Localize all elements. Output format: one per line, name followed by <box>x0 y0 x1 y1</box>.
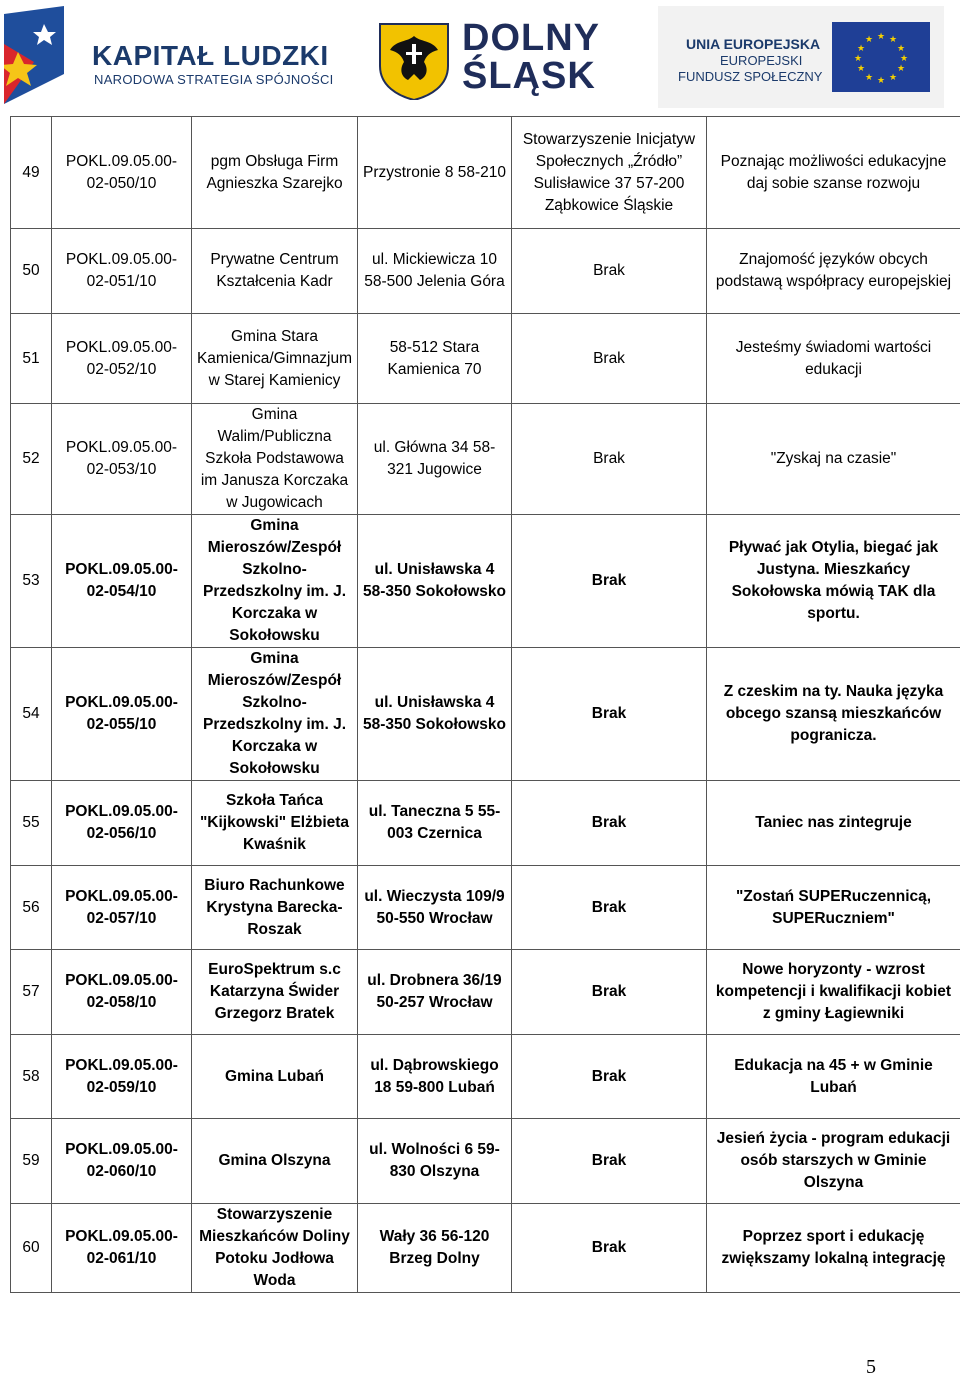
partner-cell: Brak <box>512 648 707 781</box>
kapital-ludzki-title: KAPITAŁ LUDZKI <box>92 40 329 71</box>
row-number-cell: 56 <box>11 866 52 950</box>
project-code-cell: POKL.09.05.00-02-052/10 <box>52 314 192 404</box>
table-row <box>11 229 960 314</box>
partner-cell: Brak <box>512 1204 707 1293</box>
table-row <box>11 1204 960 1293</box>
svg-text:★: ★ <box>876 76 886 86</box>
table-row <box>11 648 960 781</box>
row-number-cell: 54 <box>11 648 52 781</box>
beneficiary-cell: Stowarzyszenie Mieszkańców Doliny Potoku Jodłowa Woda <box>192 1204 358 1293</box>
beneficiary-cell: Gmina Olszyna <box>192 1119 358 1204</box>
svg-text:★: ★ <box>856 64 866 74</box>
eu-efs-logo <box>658 6 944 108</box>
beneficiary-cell: Biuro Rachunkowe Krystyna Barecka-Roszak <box>192 866 358 950</box>
address-cell: Wały 36 56-120 Brzeg Dolny <box>358 1204 512 1293</box>
eu-line-1: UNIA EUROPEJSKA <box>686 36 821 52</box>
partner-cell: Brak <box>512 515 707 648</box>
address-cell: ul. Unisławska 4 58-350 Sokołowsko <box>358 648 512 781</box>
slask-text: ŚLĄSK <box>462 55 596 97</box>
svg-text:★: ★ <box>896 44 906 54</box>
grants-table <box>10 116 960 1293</box>
address-cell: Przystronie 8 58-210 <box>358 117 512 229</box>
row-number-cell: 57 <box>11 950 52 1035</box>
table-row <box>11 866 960 950</box>
project-code-cell: POKL.09.05.00-02-054/10 <box>52 515 192 648</box>
address-cell: ul. Drobnera 36/19 50-257 Wrocław <box>358 950 512 1035</box>
project-title-cell: Edukacja na 45 + w Gminie Lubań <box>707 1035 960 1119</box>
page-number: 5 <box>866 1356 876 1378</box>
project-code-cell: POKL.09.05.00-02-050/10 <box>52 117 192 229</box>
address-cell: ul. Dąbrowskiego 18 59-800 Lubań <box>358 1035 512 1119</box>
project-title-cell: Jesień życia - program edukacji osób starszych w Gminie Olszyna <box>707 1119 960 1204</box>
svg-text:★: ★ <box>856 44 866 54</box>
project-code-cell: POKL.09.05.00-02-059/10 <box>52 1035 192 1119</box>
table-row <box>11 1035 960 1119</box>
svg-text:★: ★ <box>864 35 874 45</box>
project-title-cell: Znajomość języków obcych podstawą współpracy europejskiej <box>707 229 960 314</box>
row-number-cell: 60 <box>11 1204 52 1293</box>
svg-text:★: ★ <box>896 64 906 74</box>
project-title-cell: Jesteśmy świadomi wartości edukacji <box>707 314 960 404</box>
project-code-cell: POKL.09.05.00-02-060/10 <box>52 1119 192 1204</box>
project-title-cell: Poprzez sport i edukację zwiększamy lokalną integrację <box>707 1204 960 1293</box>
partner-cell: Brak <box>512 950 707 1035</box>
partner-cell: Brak <box>512 781 707 866</box>
address-cell: ul. Wieczysta 109/9 50-550 Wrocław <box>358 866 512 950</box>
project-code-cell: POKL.09.05.00-02-055/10 <box>52 648 192 781</box>
beneficiary-cell: pgm Obsługa Firm Agnieszka Szarejko <box>192 117 358 229</box>
beneficiary-cell: Gmina Walim/Publiczna Szkoła Podstawowa im Janusza Korczaka w Jugowicach <box>192 404 358 515</box>
svg-text:★: ★ <box>853 54 863 64</box>
beneficiary-cell: Gmina Lubań <box>192 1035 358 1119</box>
project-title-cell: Pływać jak Otylia, biegać jak Justyna. Mieszkańcy Sokołowska mówią TAK dla sportu. <box>707 515 960 648</box>
project-title-cell: "Zostań SUPERuczennicą, SUPERuczniem" <box>707 866 960 950</box>
table-row <box>11 404 960 515</box>
address-cell: ul. Główna 34 58-321 Jugowice <box>358 404 512 515</box>
address-cell: ul. Wolności 6 59-830 Olszyna <box>358 1119 512 1204</box>
row-number-cell: 49 <box>11 117 52 229</box>
dolny-text: DOLNY <box>462 17 600 59</box>
row-number-cell: 50 <box>11 229 52 314</box>
kapital-ludzki-subtitle: NARODOWA STRATEGIA SPÓJNOŚCI <box>94 72 334 87</box>
project-code-cell: POKL.09.05.00-02-057/10 <box>52 866 192 950</box>
partner-cell: Brak <box>512 1035 707 1119</box>
table-row <box>11 781 960 866</box>
eu-line-2: EUROPEJSKI <box>720 53 803 68</box>
table-row <box>11 314 960 404</box>
address-cell: ul. Unisławska 4 58-350 Sokołowsko <box>358 515 512 648</box>
svg-text:★: ★ <box>876 32 886 42</box>
kapital-ludzki-logo <box>4 4 334 108</box>
grants-table-body <box>11 117 960 1293</box>
project-code-cell: POKL.09.05.00-02-058/10 <box>52 950 192 1035</box>
table-row <box>11 515 960 648</box>
partner-cell: Brak <box>512 866 707 950</box>
beneficiary-cell: Prywatne Centrum Kształcenia Kadr <box>192 229 358 314</box>
beneficiary-cell: Gmina Stara Kamienica/Gimnazjum w Starej Kamienicy <box>192 314 358 404</box>
partner-cell: Brak <box>512 1119 707 1204</box>
eagle-shield-icon <box>378 22 450 100</box>
beneficiary-cell: EuroSpektrum s.c Katarzyna Świder Grzegorz Bratek <box>192 950 358 1035</box>
table-row <box>11 1119 960 1204</box>
eu-flag-icon <box>832 22 930 92</box>
row-number-cell: 51 <box>11 314 52 404</box>
partner-cell: Stowarzyszenie Inicjatyw Społecznych „Źródło” Sulisławice 37 57-200 Ząbkowice Śląskie <box>512 117 707 229</box>
table-row <box>11 117 960 229</box>
project-code-cell: POKL.09.05.00-02-061/10 <box>52 1204 192 1293</box>
project-title-cell: Z czeskim na ty. Nauka języka obcego szansą mieszkańców pogranicza. <box>707 648 960 781</box>
project-code-cell: POKL.09.05.00-02-056/10 <box>52 781 192 866</box>
project-code-cell: POKL.09.05.00-02-053/10 <box>52 404 192 515</box>
row-number-cell: 53 <box>11 515 52 648</box>
kapital-ludzki-emblem-icon <box>4 4 74 108</box>
partner-cell: Brak <box>512 404 707 515</box>
row-number-cell: 55 <box>11 781 52 866</box>
row-number-cell: 58 <box>11 1035 52 1119</box>
address-cell: ul. Mickiewicza 10 58-500 Jelenia Góra <box>358 229 512 314</box>
svg-text:★: ★ <box>888 35 898 45</box>
page-header <box>0 0 960 112</box>
project-code-cell: POKL.09.05.00-02-051/10 <box>52 229 192 314</box>
partner-cell: Brak <box>512 229 707 314</box>
address-cell: 58-512 Stara Kamienica 70 <box>358 314 512 404</box>
beneficiary-cell: Szkoła Tańca "Kijkowski" Elżbieta Kwaśnik <box>192 781 358 866</box>
svg-text:★: ★ <box>899 54 909 64</box>
eu-line-3: FUNDUSZ SPOŁECZNY <box>678 69 823 84</box>
project-title-cell: "Zyskaj na czasie" <box>707 404 960 515</box>
beneficiary-cell: Gmina Mieroszów/Zespół Szkolno-Przedszkolny im. J. Korczaka w Sokołowsku <box>192 648 358 781</box>
svg-text:★: ★ <box>888 73 898 83</box>
svg-text:★: ★ <box>864 73 874 83</box>
beneficiary-cell: Gmina Mieroszów/Zespół Szkolno-Przedszkolny im. J. Korczaka w Sokołowsku <box>192 515 358 648</box>
row-number-cell: 52 <box>11 404 52 515</box>
project-title-cell: Nowe horyzonty - wzrost kompetencji i kwalifikacji kobiet z gminy Łagiewniki <box>707 950 960 1035</box>
row-number-cell: 59 <box>11 1119 52 1204</box>
address-cell: ul. Taneczna 5 55-003 Czernica <box>358 781 512 866</box>
dolny-slask-logo <box>378 17 618 100</box>
project-title-cell: Taniec nas zintegruje <box>707 781 960 866</box>
project-title-cell: Poznając możliwości edukacyjne daj sobie szanse rozwoju <box>707 117 960 229</box>
table-row <box>11 950 960 1035</box>
partner-cell: Brak <box>512 314 707 404</box>
